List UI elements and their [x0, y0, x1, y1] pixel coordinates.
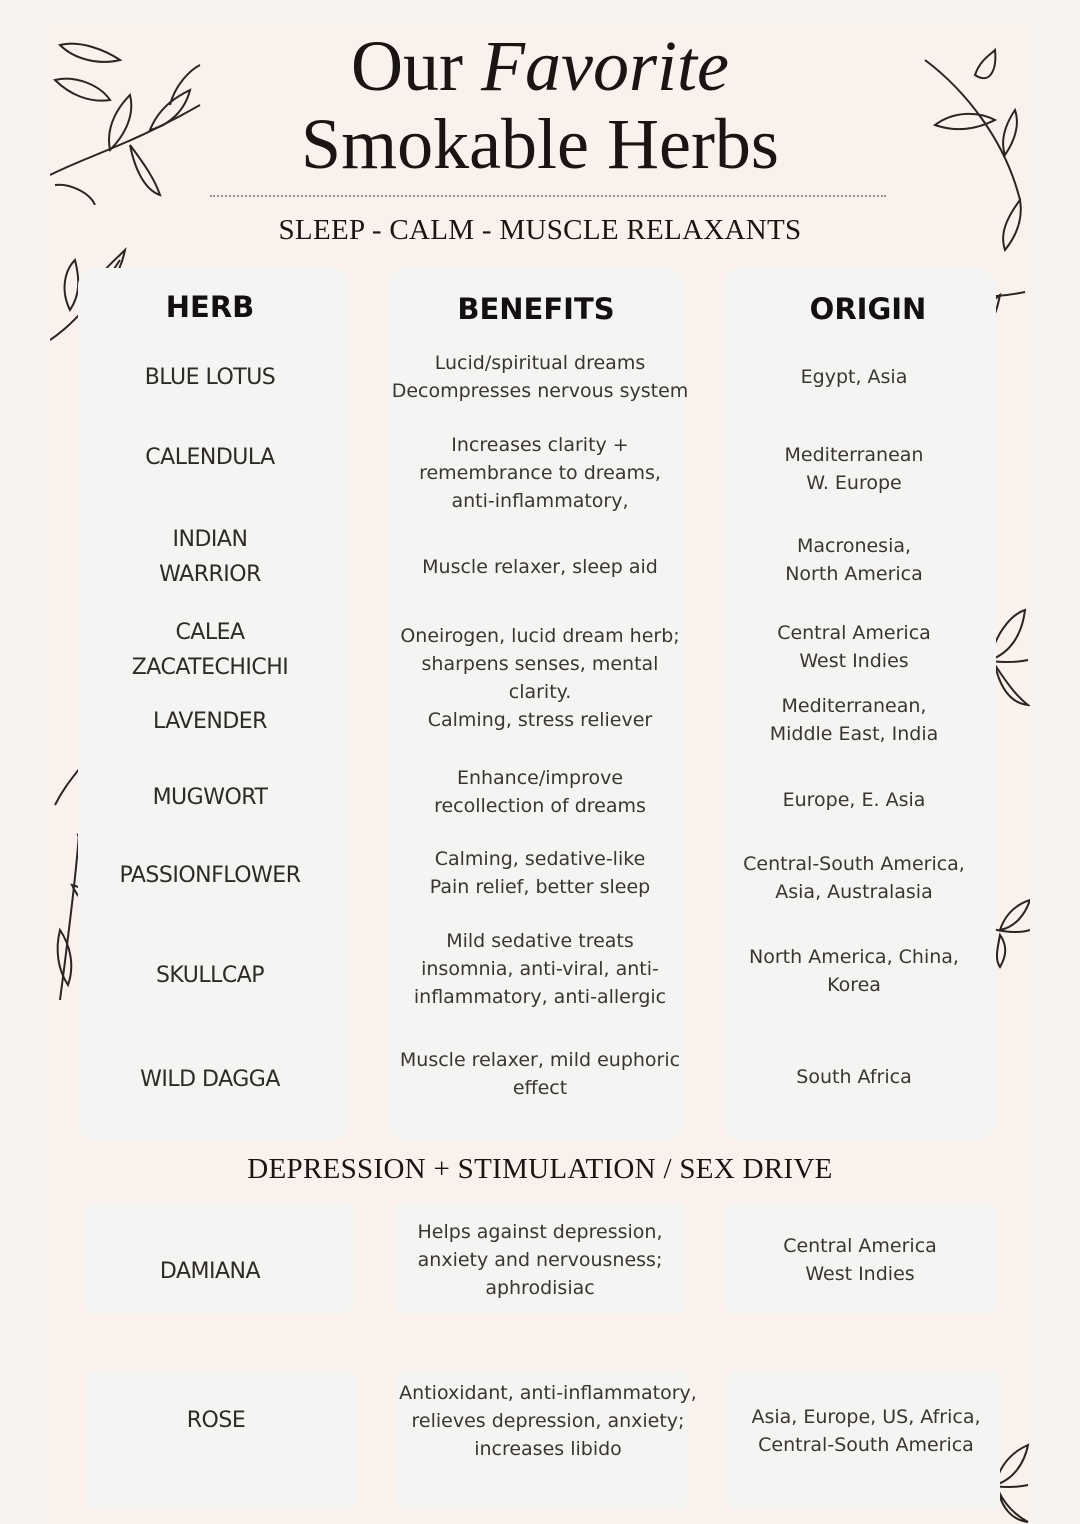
herb-origin-line: North America, China,: [749, 946, 959, 968]
herb-benefits: [388, 553, 692, 581]
herb-origin-line: Asia, Europe, US, Africa,: [751, 1406, 981, 1428]
herb-origin-line: Central-South America: [758, 1434, 974, 1456]
herb-name-line: ROSE: [186, 1407, 246, 1433]
herb-origin-line: South Africa: [796, 1066, 912, 1088]
herb-name: [84, 1254, 336, 1289]
herb-origin-line: Central America: [777, 622, 931, 644]
herb-benefits: [388, 1046, 692, 1102]
herb-name-line: BLUE LOTUS: [144, 364, 276, 390]
herb-benefits: [396, 1379, 700, 1463]
herb-benefits-line: Muscle relaxer, sleep aid: [422, 556, 658, 578]
herb-name: [78, 958, 342, 993]
herb-origin: [722, 619, 986, 675]
herb-origin-line: Central America: [783, 1235, 937, 1257]
herb-origin-line: Central-South America,: [743, 853, 965, 875]
herb-name-line: CALENDULA: [145, 444, 275, 470]
column-header-benefits: BENEFITS: [457, 292, 615, 326]
herb-benefits-line: relieves depression, anxiety;: [411, 1410, 685, 1432]
herb-origin-line: West Indies: [805, 1263, 915, 1285]
title-italic: Favorite: [481, 26, 729, 106]
column-header-herb: HERB: [165, 290, 255, 324]
herb-benefits: [388, 349, 692, 405]
herb-origin-line: North America: [785, 563, 923, 585]
herb-origin: [728, 1403, 1004, 1459]
herb-origin: [722, 363, 986, 391]
herb-benefits: [388, 927, 692, 1011]
herb-origin-line: Egypt, Asia: [800, 366, 908, 388]
herb-benefits-line: Lucid/spiritual dreams: [434, 352, 646, 374]
herb-benefits-line: anti-inflammatory,: [451, 490, 629, 512]
herb-benefits-line: sharpens senses, mental clarity.: [421, 653, 659, 703]
herb-name: [78, 440, 342, 475]
herb-name-line: WILD DAGGA: [140, 1066, 280, 1092]
herb-benefits: [388, 622, 692, 706]
herb-origin: [722, 786, 986, 814]
herb-benefits-line: increases libido: [474, 1438, 622, 1460]
herb-benefits: [388, 845, 692, 901]
herb-name-line: INDIAN: [172, 527, 248, 552]
herb-benefits-line: Decompresses nervous system: [391, 380, 689, 402]
herb-origin-line: West Indies: [799, 650, 909, 672]
section-heading-sleep: SLEEP - CALM - MUSCLE RELAXANTS: [278, 214, 802, 246]
herb-benefits-line: Helps against depression,: [417, 1221, 663, 1243]
card-herb-rose: [86, 1370, 356, 1510]
herb-name-line: WARRIOR: [159, 562, 261, 587]
herb-benefits-line: Pain relief, better sleep: [429, 876, 651, 898]
herb-benefits: [388, 431, 692, 515]
herb-origin-line: Middle East, India: [769, 723, 939, 745]
herb-origin: [722, 692, 986, 748]
herb-benefits: [394, 1218, 686, 1302]
herb-origin-line: Asia, Australasia: [775, 881, 933, 903]
herb-name: [78, 780, 342, 815]
herb-origin-line: Korea: [827, 974, 881, 996]
herb-name: [86, 1403, 346, 1438]
section-heading-depression: DEPRESSION + STIMULATION / SEX DRIVE: [247, 1153, 833, 1185]
herb-name-line: CALEA: [175, 620, 245, 645]
herb-name-line: DAMIANA: [159, 1258, 261, 1284]
herb-name-line: LAVENDER: [153, 708, 267, 734]
herb-benefits-line: Mild sedative treats: [446, 930, 634, 952]
herb-name: [78, 704, 342, 739]
herb-origin: [722, 1063, 986, 1091]
herb-name: [78, 615, 342, 685]
herb-name: [78, 360, 342, 395]
herb-benefits-line: effect: [512, 1077, 568, 1099]
herb-benefits-line: Muscle relaxer, mild euphoric: [399, 1049, 681, 1071]
herb-name: [78, 522, 342, 592]
dotted-divider: [210, 195, 886, 197]
herb-benefits-line: recollection of dreams: [434, 795, 646, 817]
herb-name: [78, 1062, 342, 1097]
herb-benefits-line: Antioxidant, anti-inflammatory,: [399, 1382, 697, 1404]
herb-benefits-line: Increases clarity +: [451, 434, 629, 456]
herb-name-line: ZACATECHICHI: [131, 655, 289, 680]
herb-benefits: [388, 706, 692, 734]
herb-benefits-line: aphrodisiac: [485, 1277, 595, 1299]
herb-name: [78, 858, 342, 893]
page-title-line1: [0, 26, 1080, 106]
herb-benefits-line: inflammatory, anti-allergic: [413, 986, 667, 1008]
herb-benefits-line: remembrance to dreams,: [419, 462, 661, 484]
herb-benefits-line: Calming, stress reliever: [427, 709, 653, 731]
herb-origin: [722, 943, 986, 999]
herb-origin-line: Mediterranean,: [781, 695, 927, 717]
herb-origin: [722, 532, 986, 588]
herb-name-line: MUGWORT: [152, 784, 268, 810]
herb-benefits-line: anxiety and nervousness;: [417, 1249, 663, 1271]
herb-benefits: [388, 764, 692, 820]
herb-benefits-line: Enhance/improve: [456, 767, 624, 789]
herb-benefits-line: Calming, sedative-like: [434, 848, 646, 870]
herb-origin: [722, 850, 986, 906]
herb-origin: [722, 441, 986, 497]
herb-benefits-line: insomnia, anti-viral, anti-: [421, 958, 659, 980]
herb-origin-line: Mediterranean: [784, 444, 924, 466]
herb-name-line: PASSIONFLOWER: [119, 862, 301, 888]
herb-benefits-line: Oneirogen, lucid dream herb;: [400, 625, 680, 647]
column-header-origin: ORIGIN: [809, 292, 927, 326]
page-title-line2: Smokable Herbs: [301, 104, 779, 184]
herb-origin-line: W. Europe: [806, 472, 902, 494]
title-plain: Our: [351, 26, 464, 106]
herb-origin-line: Macronesia,: [796, 535, 912, 557]
herb-origin: [724, 1232, 996, 1288]
herb-origin-line: Europe, E. Asia: [782, 789, 926, 811]
herb-name-line: SKULLCAP: [155, 962, 265, 988]
